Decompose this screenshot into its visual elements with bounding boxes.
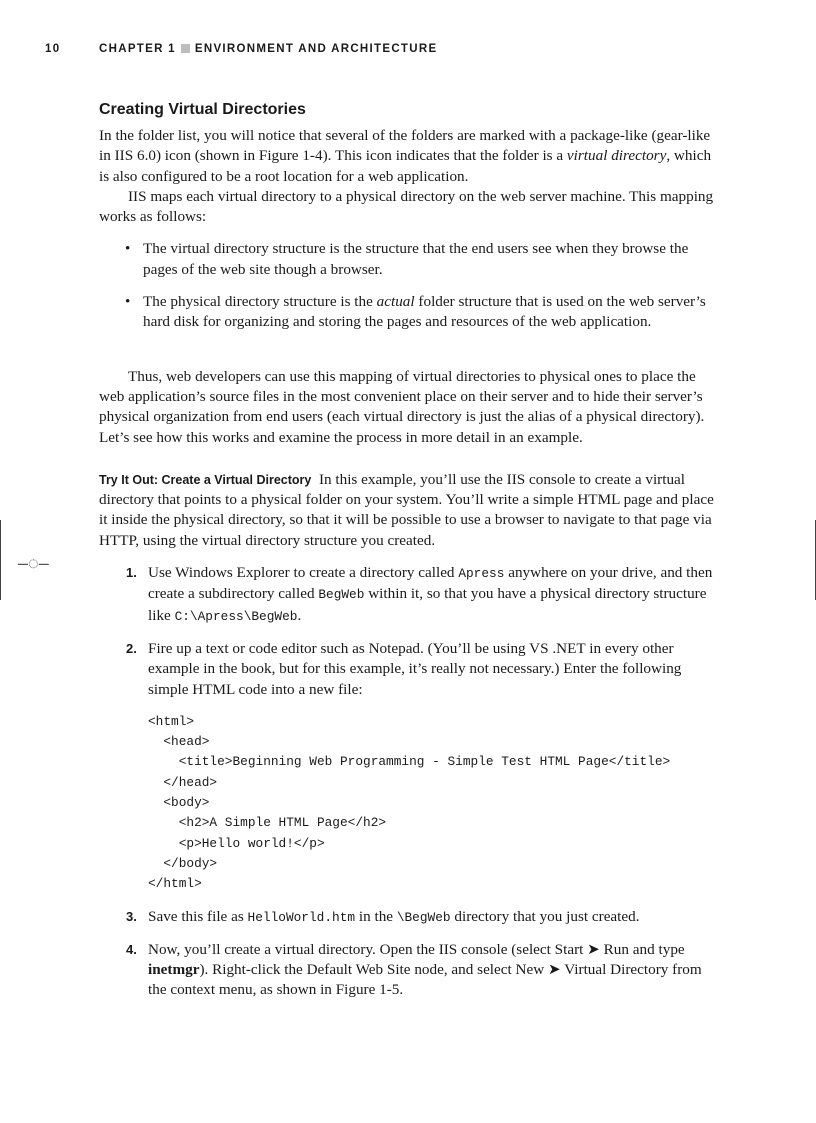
step-3 <box>99 907 719 928</box>
section-heading: Creating Virtual Directories <box>99 101 306 118</box>
inline-code: BegWeb <box>318 587 365 603</box>
step-1 <box>99 563 719 627</box>
steps-list <box>99 563 719 700</box>
step-number: 1. <box>126 565 137 581</box>
bullet-text: The virtual directory structure is the structure that the end users see when they browse the pages of the web site though a browser. <box>143 240 689 278</box>
chapter-label: CHAPTER 1 <box>99 43 176 55</box>
paragraph-2: IIS maps each virtual directory to a physical directory on the web server machine. This mapping works as follows: <box>99 187 714 226</box>
step-text: anywhere on your drive, and then create a subdirectory called <box>148 564 713 603</box>
crop-mark-left <box>0 520 1 600</box>
step-number: 4. <box>126 941 137 957</box>
inline-code: C:\Apress\BegWeb <box>174 608 298 624</box>
bold-command: inetmgr <box>148 961 200 979</box>
chapter-name: ENVIRONMENT AND ARCHITECTURE <box>194 43 438 55</box>
bullet-text-end: folder structure that is used on the web server’s hard disk for organizing and storing the pages and resources of the web application. <box>143 293 706 331</box>
step-text: Save this file as <box>148 907 248 925</box>
paragraph-3: Thus, web developers can use this mapping of virtual directories to physical ones to place the web application’s source files in the most convenient place on their server and to hide their server’s physical organization from end users (each virtual directory is just the alias of a physical directory). Let’s see how this works and examine the process in more detail in an example. <box>99 367 705 446</box>
inline-code: \BegWeb <box>396 909 451 925</box>
chapter-title <box>99 43 437 55</box>
try-it-out-label: Try It Out: Create a Virtual Directory <box>99 472 312 487</box>
step-number: 2. <box>126 640 137 656</box>
bullet-icon: • <box>125 240 131 258</box>
step-text: Now, you’ll create a virtual directory. Open the IIS console (select Start ➤ Run and type <box>148 940 685 958</box>
para1-text: In the folder list, you will notice that several of the folders are marked with a package-like (gear-like in IIS 6.0) icon (shown in Figure 1-4). This icon indicates that the folder is a <box>99 127 711 165</box>
step-text: Use Windows Explorer to create a directory called <box>148 564 459 582</box>
step-text: Fire up a text or code editor such as Notepad. (You’ll be using VS .NET in every other example in the book, but for this example, it’s really not necessary.) Enter the following simple HTML code into a new file: <box>148 639 682 698</box>
step-text: directory that you just created. <box>450 907 640 925</box>
bullet-item <box>99 239 719 280</box>
step-text: ). Right-click the Default Web Site node, and select New ➤ Virtual Directory from the context menu, as shown in Figure 1-5. <box>148 961 702 999</box>
bullet-item <box>99 292 719 333</box>
step-text: . <box>297 606 302 624</box>
code-block: <html> <head> <title>Beginning Web Programming - Simple Test HTML Page</title> </head> <body> <h2>A Simple HTML Page</h2> <p>Hello world!</p> </body> </html> <box>148 713 671 892</box>
bullet-list <box>99 239 719 332</box>
paragraph-1 <box>99 126 719 187</box>
step-2 <box>99 639 719 700</box>
para1-text-end: , which is also configured to be a root location for a web application. <box>99 147 712 185</box>
bullet-text: The physical directory structure is the <box>143 293 377 311</box>
steps-list-continued <box>99 907 719 1001</box>
try-it-out <box>99 470 719 551</box>
step-text: in the <box>355 907 397 925</box>
bullet-emphasis: actual <box>376 293 415 311</box>
inline-code: Apress <box>458 566 505 582</box>
bullet-icon: • <box>125 293 131 311</box>
page-number: 10 <box>45 43 61 55</box>
step-4 <box>99 940 719 1001</box>
try-it-out-text: In this example, you’ll use the IIS console to create a virtual directory that points to a physical folder on your system. You’ll write a simple HTML page and place it inside the physical directory, so that it will be possible to use a browser to navigate to that page via HTTP, using the virtual directory structure you created. <box>99 470 714 549</box>
page-body <box>99 100 719 1013</box>
inline-code: HelloWorld.htm <box>247 909 356 925</box>
header-separator-square <box>181 44 190 53</box>
step-text: within it, so that you have a physical directory structure like <box>148 585 707 624</box>
registration-mark-icon: –◌– <box>18 553 49 573</box>
para1-emphasis: virtual directory <box>566 147 667 165</box>
step-number: 3. <box>126 908 137 924</box>
